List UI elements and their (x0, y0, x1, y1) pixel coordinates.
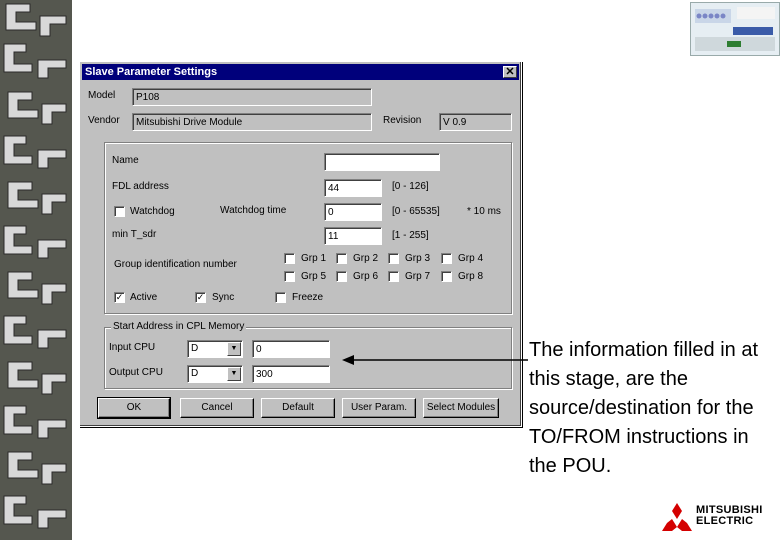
input-cpu-label: Input CPU (109, 342, 156, 353)
logo-line2: ELECTRIC (696, 515, 754, 527)
dialog-title: Slave Parameter Settings (85, 66, 218, 78)
three-diamonds-icon (662, 503, 692, 531)
watchdog-range-label: [0 - 65535] (392, 206, 440, 217)
grp1-label: Grp 1 (301, 253, 327, 264)
mitsubishi-electric-logo (662, 503, 778, 533)
watchdog-time-input[interactable]: 0 (324, 203, 382, 221)
grp5-label: Grp 5 (301, 271, 327, 282)
fdl-address-label: FDL address (112, 181, 169, 192)
chevron-down-icon[interactable]: ▼ (227, 367, 241, 381)
watchdog-label: Watchdog (130, 206, 175, 217)
name-label: Name (112, 155, 139, 166)
start-address-title: Start Address in CPL Memory (113, 321, 245, 332)
default-button[interactable]: Default (261, 398, 335, 418)
vendor-field: Mitsubishi Drive Module (132, 113, 372, 131)
grp2-label: Grp 2 (353, 253, 379, 264)
grp8-label: Grp 8 (458, 271, 484, 282)
user-param-button[interactable]: User Param. (342, 398, 416, 418)
min-tsdr-label: min T_sdr (112, 229, 157, 240)
watchdog-time-label: Watchdog time (220, 205, 287, 216)
cancel-button[interactable]: Cancel (180, 398, 254, 418)
explanation-caption: The information filled in at this stage, are the source/destination for the TO/FROM instructions in the POU. (529, 339, 759, 477)
model-field: P108 (132, 88, 372, 106)
grp4-label: Grp 4 (458, 253, 484, 264)
select-modules-button[interactable]: Select Modules (423, 398, 499, 418)
ok-button[interactable]: OK (98, 398, 170, 418)
group-id-label: Group identification number (114, 259, 237, 270)
grp6-label: Grp 6 (353, 271, 379, 282)
min-tsdr-input[interactable]: 11 (324, 227, 382, 245)
vendor-label: Vendor (88, 115, 120, 126)
logo-line1: MITSUBISHI (696, 504, 763, 516)
watchdog-unit-label: * 10 ms (467, 206, 501, 217)
active-label: Active (130, 292, 158, 303)
grp7-label: Grp 7 (405, 271, 431, 282)
sync-label: Sync (212, 292, 235, 303)
output-device-value: D (191, 368, 199, 379)
output-address-input[interactable]: 300 (252, 365, 330, 383)
sync-checkbox[interactable]: ✓ (196, 292, 205, 302)
revision-label: Revision (383, 115, 422, 126)
output-cpu-label: Output CPU (109, 367, 163, 378)
close-icon[interactable]: ✕ (503, 66, 517, 78)
model-label: Model (88, 90, 116, 101)
active-checkbox[interactable]: ✓ (115, 292, 124, 302)
freeze-label: Freeze (292, 292, 324, 303)
fdl-range-label: [0 - 126] (392, 181, 429, 192)
grp3-label: Grp 3 (405, 253, 431, 264)
revision-field: V 0.9 (439, 113, 512, 131)
chevron-down-icon[interactable]: ▼ (227, 342, 241, 356)
input-device-value: D (191, 343, 199, 354)
logo-text (696, 505, 763, 527)
input-address-input[interactable]: 0 (252, 340, 330, 358)
min-tsdr-range-label: [1 - 255] (392, 230, 429, 241)
fdl-address-input[interactable]: 44 (324, 179, 382, 197)
